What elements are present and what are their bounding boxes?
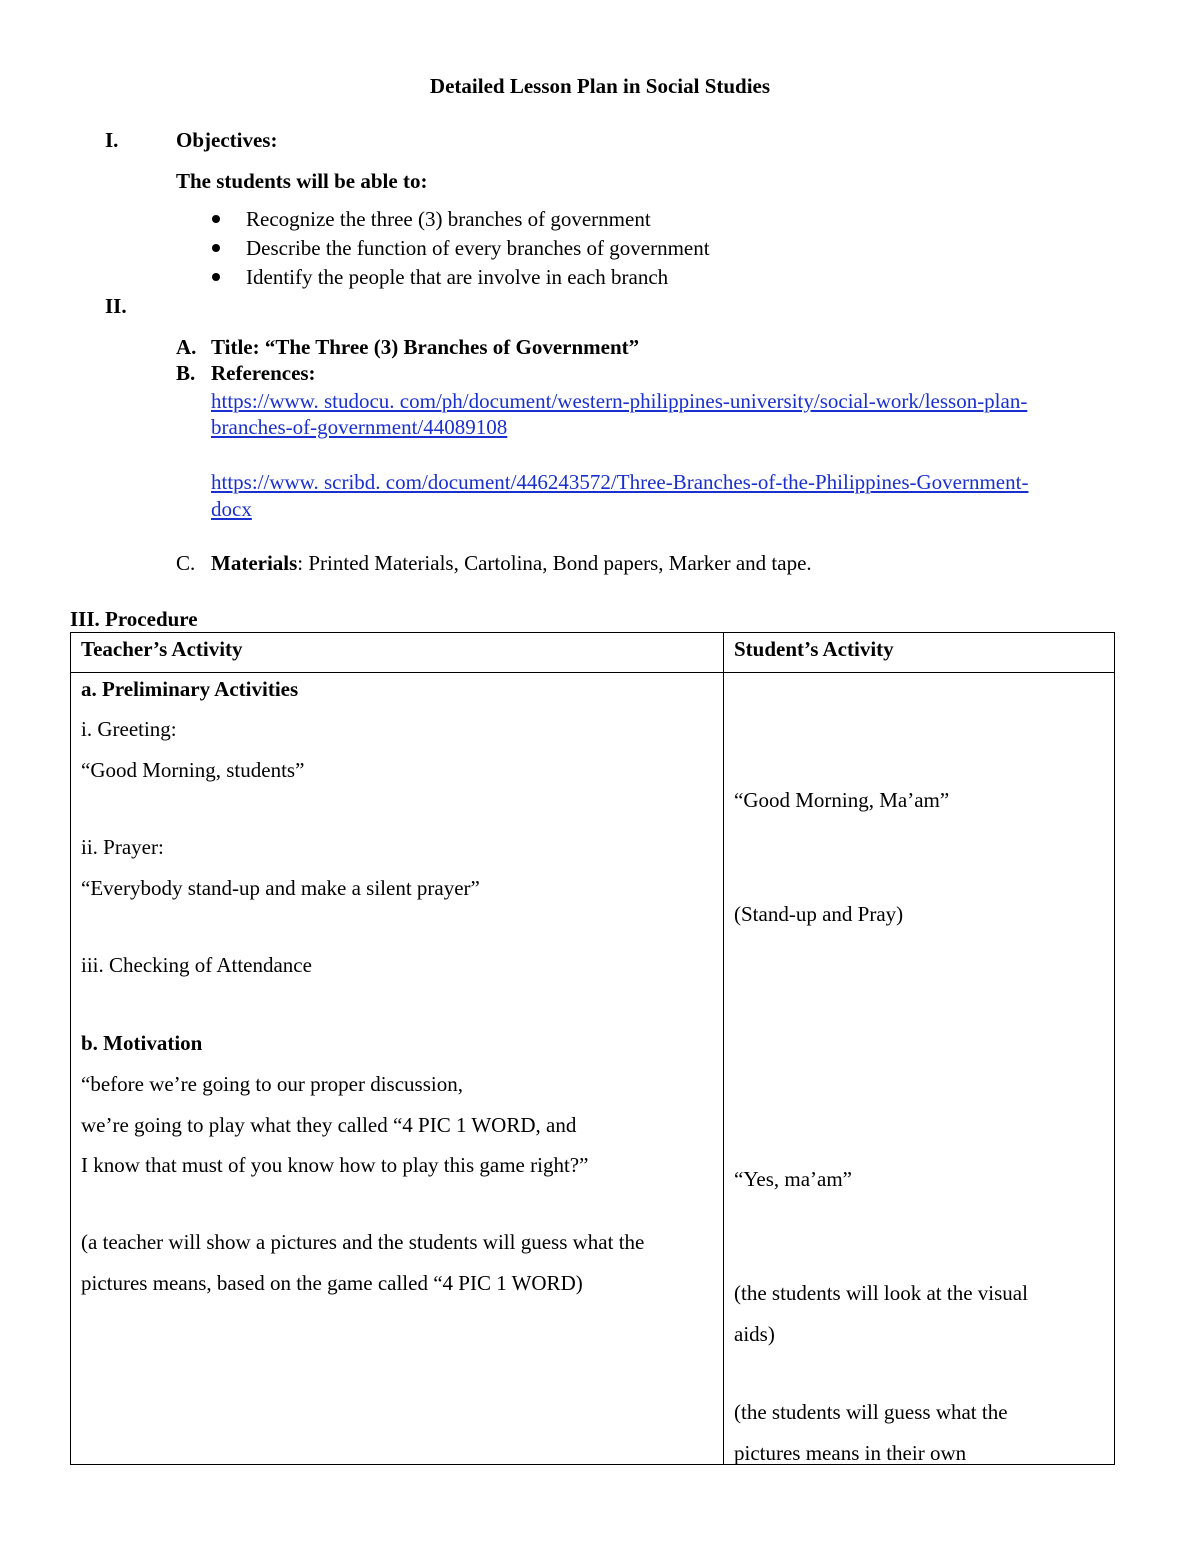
motivation-heading: b. Motivation xyxy=(81,1031,203,1055)
materials-line xyxy=(211,551,812,576)
prayer-text: “Everybody stand-up and make a silent prayer” xyxy=(81,876,480,900)
reference-link-1-cont[interactable]: branches-of-government/44089108 xyxy=(211,415,508,439)
document-title: Detailed Lesson Plan in Social Studies xyxy=(429,74,771,98)
objective-item: Describe the function of every branches of government xyxy=(246,236,710,260)
bullet-icon xyxy=(212,273,220,281)
section-3-numeral: III. xyxy=(70,607,100,631)
objective-item: Recognize the three (3) branches of government xyxy=(246,207,651,231)
lesson-title-line xyxy=(211,335,639,360)
objectives-intro: The students will be able to: xyxy=(176,169,428,193)
materials-value: : Printed Materials, Cartolina, Bond papers, Marker and tape. xyxy=(297,551,812,575)
teacher-note-line: pictures means, based on the game called “4 PIC 1 WORD) xyxy=(81,1271,583,1295)
objective-item: Identify the people that are involve in each branch xyxy=(246,265,669,289)
motivation-line: we’re going to play what they called “4 PIC 1 WORD, and xyxy=(81,1113,577,1137)
bullet-icon xyxy=(212,215,220,223)
materials-letter: C. xyxy=(176,551,196,575)
motivation-line: I know that must of you know how to play this game right?” xyxy=(81,1153,589,1177)
lesson-title-label: Title: xyxy=(211,335,260,359)
table-row xyxy=(71,673,1115,1465)
student-look-line: (the students will look at the visual xyxy=(734,1281,1028,1305)
preliminary-heading: a. Preliminary Activities xyxy=(81,677,299,701)
student-header-cell xyxy=(724,633,1115,673)
reference-link-2-cont[interactable]: docx xyxy=(211,497,252,521)
student-column-header: Student’s Activity xyxy=(734,637,894,661)
student-yes-reply: “Yes, ma’am” xyxy=(734,1167,853,1191)
motivation-line: “before we’re going to our proper discussion, xyxy=(81,1072,463,1096)
greeting-text: “Good Morning, students” xyxy=(81,758,305,782)
student-guess-line: pictures means in their own xyxy=(734,1441,967,1465)
student-activity-cell xyxy=(724,673,1115,1465)
table-header-row xyxy=(71,633,1115,673)
section-2-numeral: II. xyxy=(105,294,127,318)
teacher-activity-cell xyxy=(71,673,724,1465)
student-greeting-reply: “Good Morning, Ma’am” xyxy=(734,788,950,812)
greeting-label: i. Greeting: xyxy=(81,717,177,741)
teacher-column-header: Teacher’s Activity xyxy=(81,637,243,661)
student-prayer-reply: (Stand-up and Pray) xyxy=(734,902,904,926)
objectives-heading: Objectives: xyxy=(176,128,278,152)
materials-label: Materials xyxy=(211,551,298,575)
teacher-note-line: (a teacher will show a pictures and the students will guess what the xyxy=(81,1230,645,1254)
prayer-label: ii. Prayer: xyxy=(81,835,164,859)
attendance-label: iii. Checking of Attendance xyxy=(81,953,312,977)
reference-link-1[interactable]: https://www. studocu. com/ph/document/western-philippines-university/social-work/lesson-plan- xyxy=(211,389,1028,413)
lesson-title-value: “The Three (3) Branches of Government” xyxy=(264,335,640,359)
reference-link-2[interactable]: https://www. scribd. com/document/446243572/Three-Branches-of-the-Philippines-Government- xyxy=(211,470,1029,494)
title-letter: A. xyxy=(176,335,197,359)
student-guess-line: (the students will guess what the xyxy=(734,1400,1008,1424)
student-look-line: aids) xyxy=(734,1322,775,1346)
bullet-icon xyxy=(212,244,220,252)
references-label: References: xyxy=(211,361,316,385)
section-1-numeral: I. xyxy=(105,128,119,152)
procedure-table xyxy=(70,632,1115,1465)
procedure-heading xyxy=(70,607,198,632)
procedure-label: Procedure xyxy=(105,607,198,631)
teacher-header-cell xyxy=(71,633,724,673)
references-letter: B. xyxy=(176,361,196,385)
